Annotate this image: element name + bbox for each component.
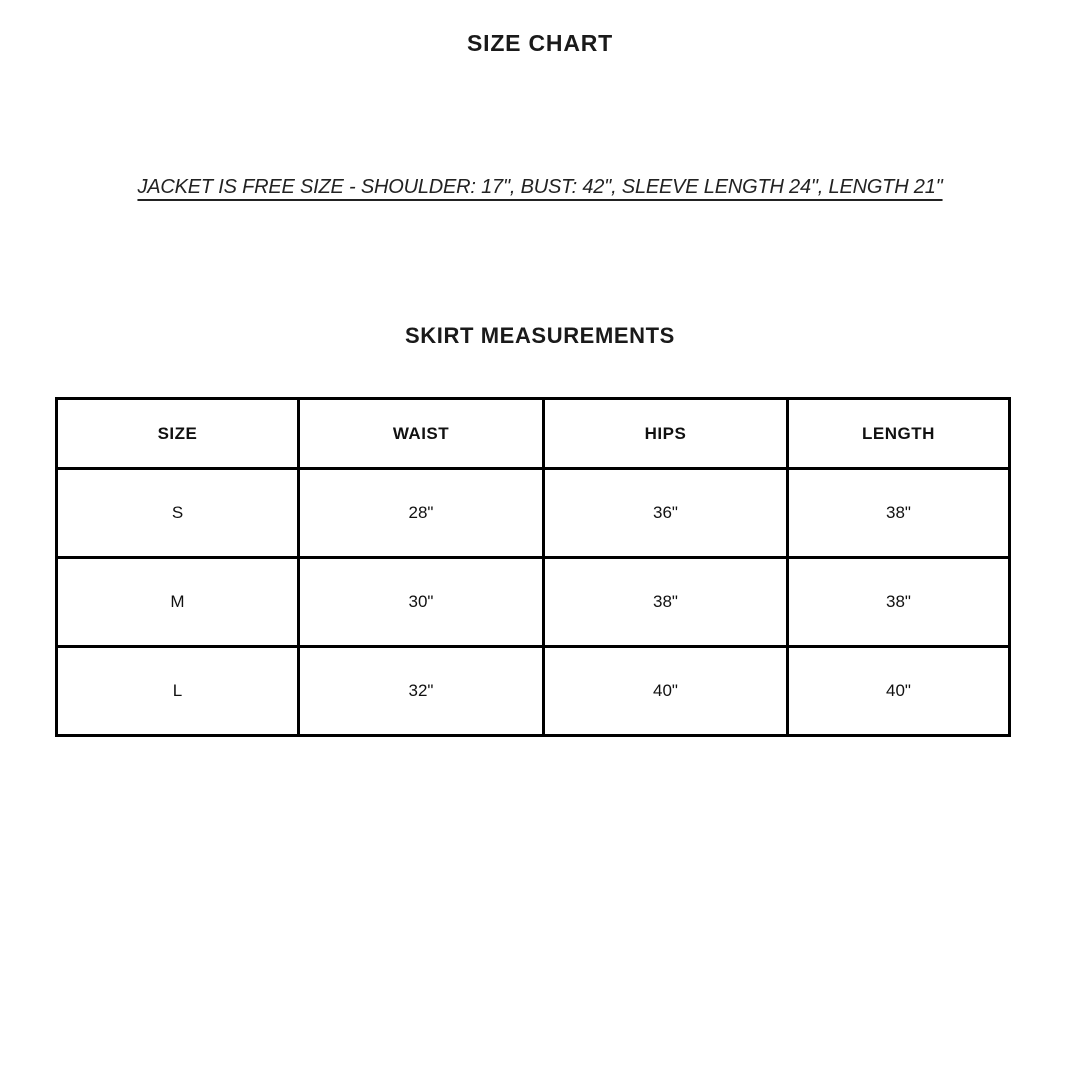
table-cell-length: 38": [788, 558, 1010, 647]
skirt-size-table: [55, 397, 1011, 737]
table-header-row: [57, 399, 1010, 469]
table-cell-hips: 38": [544, 558, 788, 647]
table-header-length: LENGTH: [788, 399, 1010, 469]
table-cell-length: 40": [788, 647, 1010, 736]
table-header-hips: HIPS: [544, 399, 788, 469]
table-row-m: [57, 558, 1010, 647]
table-cell-length: 38": [788, 469, 1010, 558]
table-row-s: [57, 469, 1010, 558]
skirt-measurements-heading: SKIRT MEASUREMENTS: [405, 323, 675, 348]
table-cell-hips: 36": [544, 469, 788, 558]
page-title: SIZE CHART: [467, 30, 613, 56]
table-cell-size: L: [57, 647, 299, 736]
table-header-waist: WAIST: [299, 399, 544, 469]
table-cell-waist: 32": [299, 647, 544, 736]
table-cell-waist: 28": [299, 469, 544, 558]
table-cell-size: M: [57, 558, 299, 647]
table-row-l: [57, 647, 1010, 736]
table-cell-hips: 40": [544, 647, 788, 736]
table-header-size: SIZE: [57, 399, 299, 469]
jacket-free-size-note: JACKET IS FREE SIZE - SHOULDER: 17", BUST: 42", SLEEVE LENGTH 24", LENGTH 21": [137, 176, 943, 198]
table-cell-waist: 30": [299, 558, 544, 647]
table-cell-size: S: [57, 469, 299, 558]
